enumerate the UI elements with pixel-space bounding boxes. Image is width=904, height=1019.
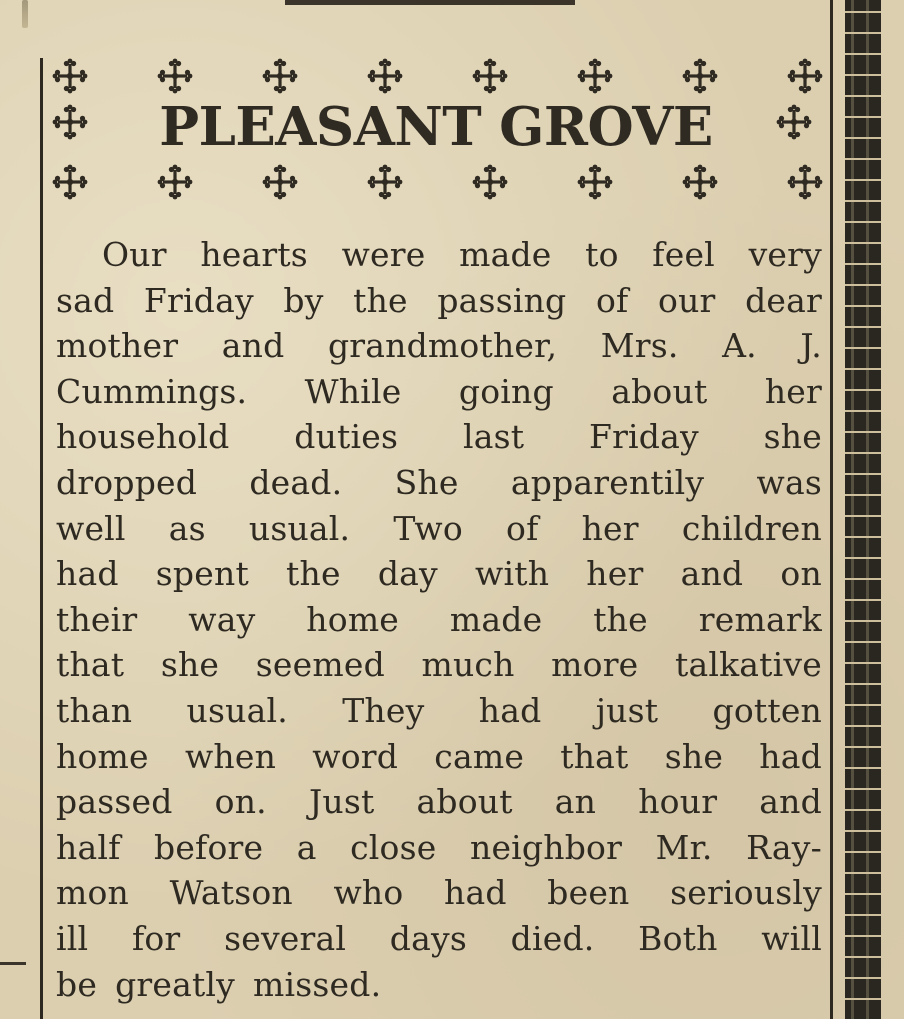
article-line	[56, 414, 822, 460]
cross-ornament-icon	[50, 56, 90, 96]
article-word: ill	[56, 918, 89, 958]
article-word: grandmother,	[327, 326, 558, 366]
article-word: Our	[102, 235, 167, 274]
article-word: Ray-	[746, 827, 822, 867]
article-word: their	[56, 599, 138, 639]
article-word: passing	[437, 280, 567, 320]
article-word: and	[680, 554, 744, 594]
cross-ornament-icon	[680, 162, 720, 202]
article-word: much	[421, 645, 515, 685]
article-word: dead.	[249, 462, 343, 502]
article-word: by	[283, 280, 324, 320]
cross-ornament-icon	[575, 56, 615, 96]
article-word: missed.	[253, 964, 382, 1004]
article-word: duties	[294, 417, 399, 457]
left-tick-rule	[0, 962, 26, 965]
article-word: of	[506, 508, 539, 548]
article-word: They	[342, 690, 425, 730]
article-word: Both	[638, 918, 718, 958]
article-word: Watson	[169, 873, 293, 913]
article-word: way	[188, 599, 256, 639]
article-word: word	[312, 736, 399, 776]
article-word: passed	[56, 782, 173, 822]
article-word: Friday	[588, 417, 699, 457]
cross-ornament-icon	[365, 56, 405, 96]
cross-ornament-icon	[52, 104, 92, 144]
article-word: remark	[698, 599, 822, 639]
cross-ornament-icon	[155, 56, 195, 96]
article-word: on.	[214, 782, 267, 822]
cross-ornament-icon	[680, 56, 720, 96]
article-word: several	[224, 918, 347, 958]
cross-ornament-icon	[776, 104, 816, 144]
article-line	[56, 734, 822, 780]
article-word: going	[458, 371, 554, 411]
cross-ornament-icon	[365, 162, 405, 202]
article-word: very	[748, 235, 822, 274]
article-word: children	[681, 508, 822, 548]
article-word: than	[56, 690, 133, 730]
article-word: days	[389, 918, 467, 958]
article-line	[56, 551, 822, 597]
article-line	[56, 232, 822, 278]
article-word: our	[658, 280, 716, 320]
top-rule	[285, 0, 575, 5]
edge-mark	[22, 0, 28, 28]
article-word: apparentily	[510, 462, 705, 502]
article-word: had	[759, 736, 822, 776]
article-word: usual.	[186, 690, 288, 730]
article-word: about	[611, 371, 708, 411]
article-word: Mr.	[655, 827, 713, 867]
article-word: dear	[745, 280, 822, 320]
right-column-rule	[830, 0, 833, 1019]
article-line	[56, 962, 822, 1008]
article-word: and	[221, 326, 285, 366]
article-word: she	[664, 736, 724, 776]
article-word: came	[434, 736, 525, 776]
ornament-row-top	[50, 56, 825, 96]
article-line	[56, 323, 822, 369]
article-word: on	[780, 554, 822, 594]
cross-ornament-icon	[260, 56, 300, 96]
article-word: hour	[638, 782, 718, 822]
article-word: been	[547, 873, 630, 913]
article-word: had	[478, 690, 542, 730]
cut-off-text-line	[100, 1005, 800, 1019]
article-line	[56, 688, 822, 734]
article-word: Friday	[143, 280, 254, 320]
article-word: half	[56, 827, 121, 867]
cross-ornament-icon	[575, 162, 615, 202]
article-word: a	[296, 827, 317, 867]
article-line	[56, 506, 822, 552]
headline: PLEASANT GROVE	[159, 96, 713, 158]
cross-ornament-icon	[260, 162, 300, 202]
article-word: the	[286, 554, 341, 594]
article-line	[56, 870, 822, 916]
article-word: spent	[155, 554, 249, 594]
article-word: greatly	[115, 964, 236, 1004]
article-word: Just	[308, 782, 375, 822]
article-word: she	[160, 645, 220, 685]
article-word: seemed	[255, 645, 385, 685]
cross-ornament-icon	[155, 162, 195, 202]
article-word: who	[333, 873, 404, 913]
article-word: more	[551, 645, 639, 685]
article-line	[56, 825, 822, 871]
article-word: made	[459, 235, 552, 274]
article-word: gotten	[712, 690, 822, 730]
article-word: that	[560, 736, 629, 776]
cross-ornament-icon	[470, 56, 510, 96]
article-word: an	[554, 782, 597, 822]
article-word: A.	[722, 326, 757, 366]
article-word: that	[56, 645, 125, 685]
article-word: to	[585, 235, 619, 274]
article-word: day	[377, 554, 438, 594]
article-word: of	[595, 280, 629, 320]
decorative-border-strip	[845, 0, 881, 1019]
left-column-rule	[40, 58, 43, 1019]
article-word: just	[595, 690, 659, 730]
cross-ornament-icon	[785, 56, 825, 96]
article-word: her	[581, 508, 639, 548]
article-line	[56, 597, 822, 643]
article-word: talkative	[674, 645, 822, 685]
article-word: dropped	[56, 462, 198, 502]
article-word: were	[341, 235, 426, 274]
ornament-row-bottom	[50, 162, 825, 202]
article-word: feel	[652, 235, 715, 274]
article-body	[56, 232, 822, 1007]
article-word: for	[131, 918, 181, 958]
article-word: her	[764, 371, 822, 411]
article-word: home	[306, 599, 400, 639]
article-word: mother	[56, 326, 179, 366]
article-word: she	[763, 417, 822, 457]
article-word: made	[449, 599, 543, 639]
article-word: close	[350, 827, 437, 867]
article-word: While	[304, 371, 402, 411]
article-word: before	[154, 827, 264, 867]
article-word: had	[444, 873, 507, 913]
article-word: usual.	[248, 508, 351, 548]
article-word: well	[56, 508, 126, 548]
article-word: her	[586, 554, 644, 594]
cross-ornament-icon	[470, 162, 510, 202]
article-word: when	[184, 736, 277, 776]
article-word: Mrs.	[600, 326, 679, 366]
article-line	[56, 278, 822, 324]
article-word: with	[475, 554, 550, 594]
article-word: hearts	[200, 235, 308, 274]
article-line	[56, 642, 822, 688]
article-word: sad	[56, 280, 115, 320]
article-word: neighbor	[470, 827, 623, 867]
article-line	[56, 916, 822, 962]
article-line	[56, 369, 822, 415]
article-word: the	[353, 280, 408, 320]
article-word: home	[56, 736, 149, 776]
article-word: will	[761, 918, 822, 958]
article-word: and	[759, 782, 822, 822]
article-word: last	[462, 417, 525, 457]
article-word: be	[56, 964, 98, 1004]
article-word: mon	[56, 873, 130, 913]
article-word: was	[756, 462, 822, 502]
headline-block	[46, 92, 830, 164]
article-word: the	[593, 599, 648, 639]
article-word: died.	[510, 918, 595, 958]
cross-ornament-icon	[50, 162, 90, 202]
article-word: Two	[393, 508, 463, 548]
cross-ornament-icon	[785, 162, 825, 202]
article-line	[56, 779, 822, 825]
article-line	[56, 460, 822, 506]
article-word: She	[394, 462, 459, 502]
article-word: household	[56, 417, 230, 457]
article-word: had	[56, 554, 119, 594]
article-word: about	[416, 782, 513, 822]
article-word: J.	[800, 326, 822, 366]
article-word: as	[168, 508, 206, 548]
article-word: Cummings.	[56, 371, 248, 411]
article-word: seriously	[670, 873, 822, 913]
